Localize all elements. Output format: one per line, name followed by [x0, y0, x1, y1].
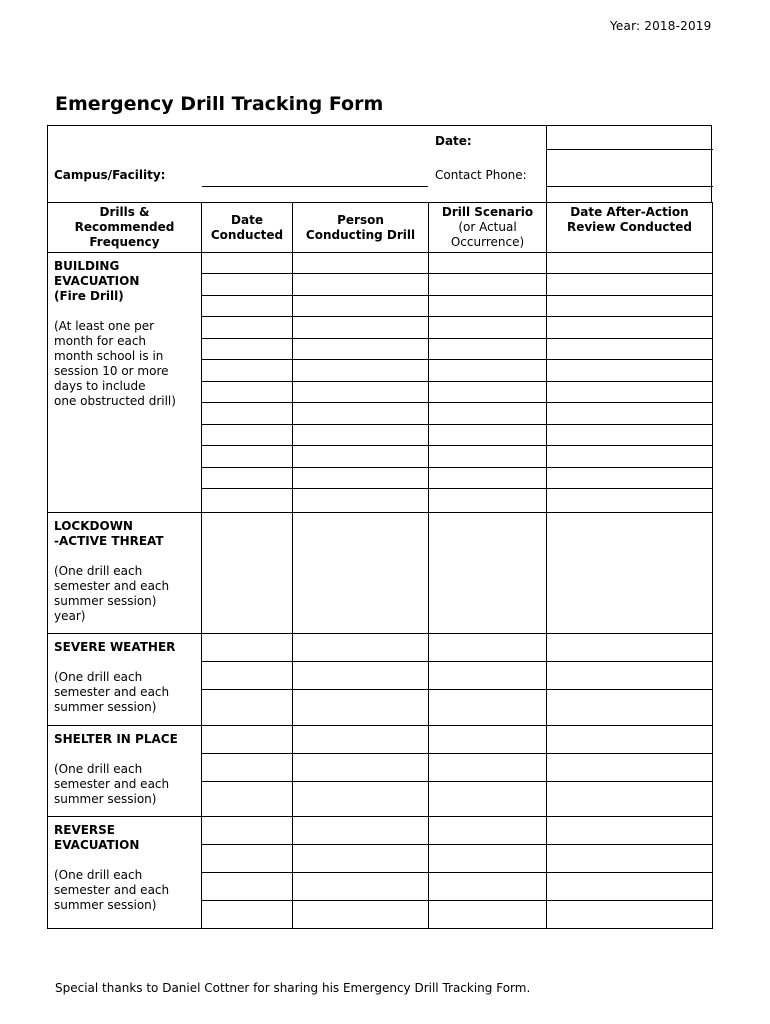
scenario-cell[interactable] — [429, 339, 547, 360]
date-cell[interactable] — [202, 690, 293, 726]
scenario-cell[interactable] — [429, 403, 547, 425]
page-title: Emergency Drill Tracking Form — [55, 93, 384, 115]
review-cell[interactable] — [547, 382, 713, 403]
header-date-conducted: Date Conducted — [202, 203, 293, 253]
campus-field[interactable] — [202, 186, 428, 187]
drill-frequency: (One drill each semester and each summer session) — [54, 868, 170, 912]
header-person: Person Conducting Drill — [293, 203, 429, 253]
campus-label: Campus/Facility: — [54, 168, 166, 182]
review-cell[interactable] — [547, 634, 713, 662]
date-cell[interactable] — [202, 662, 293, 690]
table-row — [48, 726, 713, 754]
person-cell[interactable] — [293, 296, 429, 317]
phone-field[interactable] — [547, 186, 713, 187]
drill-title: REVERSE EVACUATION — [54, 823, 140, 852]
date-field[interactable] — [547, 149, 713, 150]
scenario-cell[interactable] — [429, 317, 547, 339]
review-cell[interactable] — [547, 425, 713, 446]
drill-label-reverse-evacuation — [48, 817, 202, 929]
drill-title: SHELTER IN PLACE — [54, 732, 178, 746]
header-review: Date After-Action Review Conducted — [547, 203, 713, 253]
person-cell[interactable] — [293, 901, 429, 929]
review-cell[interactable] — [547, 726, 713, 754]
date-cell[interactable] — [202, 360, 293, 382]
info-divider — [546, 126, 547, 203]
drill-table — [47, 202, 713, 929]
drill-frequency: (One drill each semester and each summer session) — [54, 762, 170, 806]
date-cell[interactable] — [202, 274, 293, 296]
person-cell[interactable] — [293, 489, 429, 513]
date-cell[interactable] — [202, 873, 293, 901]
scenario-cell[interactable] — [429, 274, 547, 296]
scenario-cell[interactable] — [429, 382, 547, 403]
review-cell[interactable] — [547, 317, 713, 339]
review-cell[interactable] — [547, 662, 713, 690]
person-cell[interactable] — [293, 468, 429, 489]
table-row — [48, 253, 713, 274]
review-cell[interactable] — [547, 253, 713, 274]
date-cell[interactable] — [202, 782, 293, 817]
review-cell[interactable] — [547, 754, 713, 782]
drill-title: LOCKDOWN -ACTIVE THREAT — [54, 519, 164, 548]
date-cell[interactable] — [202, 446, 293, 468]
footer-note: Special thanks to Daniel Cottner for sharing his Emergency Drill Tracking Form. — [55, 981, 531, 995]
drill-label-lockdown — [48, 513, 202, 634]
table-row — [48, 634, 713, 662]
person-cell[interactable] — [293, 513, 429, 634]
person-cell[interactable] — [293, 845, 429, 873]
person-cell[interactable] — [293, 274, 429, 296]
date-cell[interactable] — [202, 296, 293, 317]
scenario-cell[interactable] — [429, 873, 547, 901]
person-cell[interactable] — [293, 382, 429, 403]
review-cell[interactable] — [547, 489, 713, 513]
scenario-cell[interactable] — [429, 253, 547, 274]
scenario-cell[interactable] — [429, 468, 547, 489]
review-cell[interactable] — [547, 782, 713, 817]
review-cell[interactable] — [547, 690, 713, 726]
person-cell[interactable] — [293, 339, 429, 360]
table-row — [48, 513, 713, 634]
review-cell[interactable] — [547, 296, 713, 317]
person-cell[interactable] — [293, 360, 429, 382]
person-cell[interactable] — [293, 317, 429, 339]
drill-frequency: (One drill each semester and each summer session) year) — [54, 564, 170, 623]
date-cell[interactable] — [202, 817, 293, 845]
person-cell[interactable] — [293, 726, 429, 754]
scenario-cell[interactable] — [429, 446, 547, 468]
person-cell[interactable] — [293, 873, 429, 901]
drill-frequency: (At least one per month for each month school is in session 10 or more days to include one obstructed drill) — [54, 319, 176, 408]
date-cell[interactable] — [202, 489, 293, 513]
header-row — [48, 203, 713, 253]
date-cell[interactable] — [202, 425, 293, 446]
scenario-cell[interactable] — [429, 296, 547, 317]
scenario-cell[interactable] — [429, 726, 547, 754]
scenario-cell[interactable] — [429, 513, 547, 634]
scenario-cell[interactable] — [429, 901, 547, 929]
header-drills: Drills & Recommended Frequency — [48, 203, 202, 253]
drill-frequency: (One drill each semester and each summer session) — [54, 670, 170, 714]
drill-title: SEVERE WEATHER — [54, 640, 176, 654]
review-cell[interactable] — [547, 513, 713, 634]
date-cell[interactable] — [202, 726, 293, 754]
date-cell[interactable] — [202, 382, 293, 403]
scenario-cell[interactable] — [429, 425, 547, 446]
review-cell[interactable] — [547, 817, 713, 845]
drill-label-building-evacuation — [48, 253, 202, 513]
drill-label-shelter-in-place — [48, 726, 202, 817]
review-cell[interactable] — [547, 468, 713, 489]
date-cell[interactable] — [202, 468, 293, 489]
review-cell[interactable] — [547, 360, 713, 382]
date-cell[interactable] — [202, 845, 293, 873]
person-cell[interactable] — [293, 782, 429, 817]
scenario-cell[interactable] — [429, 690, 547, 726]
date-cell[interactable] — [202, 634, 293, 662]
date-cell[interactable] — [202, 513, 293, 634]
review-cell[interactable] — [547, 274, 713, 296]
person-cell[interactable] — [293, 403, 429, 425]
date-label: Date: — [435, 134, 472, 148]
drill-title: BUILDING EVACUATION (Fire Drill) — [54, 259, 140, 303]
year-label: Year: 2018-2019 — [610, 19, 712, 33]
person-cell[interactable] — [293, 690, 429, 726]
review-cell[interactable] — [547, 403, 713, 425]
review-cell[interactable] — [547, 901, 713, 929]
person-cell[interactable] — [293, 662, 429, 690]
person-cell[interactable] — [293, 446, 429, 468]
review-cell[interactable] — [547, 845, 713, 873]
scenario-cell[interactable] — [429, 662, 547, 690]
review-cell[interactable] — [547, 873, 713, 901]
person-cell[interactable] — [293, 754, 429, 782]
date-cell[interactable] — [202, 317, 293, 339]
date-cell[interactable] — [202, 901, 293, 929]
person-cell[interactable] — [293, 425, 429, 446]
scenario-cell[interactable] — [429, 489, 547, 513]
date-cell[interactable] — [202, 403, 293, 425]
scenario-cell[interactable] — [429, 782, 547, 817]
scenario-cell[interactable] — [429, 634, 547, 662]
table-row — [48, 817, 713, 845]
header-scenario: Drill Scenario (or Actual Occurrence) — [429, 203, 547, 253]
date-cell[interactable] — [202, 253, 293, 274]
review-cell[interactable] — [547, 339, 713, 360]
person-cell[interactable] — [293, 817, 429, 845]
person-cell[interactable] — [293, 253, 429, 274]
scenario-cell[interactable] — [429, 845, 547, 873]
phone-label: Contact Phone: — [435, 168, 527, 182]
scenario-cell[interactable] — [429, 817, 547, 845]
person-cell[interactable] — [293, 634, 429, 662]
info-section — [47, 125, 712, 202]
scenario-cell[interactable] — [429, 360, 547, 382]
scenario-cell[interactable] — [429, 754, 547, 782]
drill-label-severe-weather — [48, 634, 202, 726]
date-cell[interactable] — [202, 339, 293, 360]
date-cell[interactable] — [202, 754, 293, 782]
review-cell[interactable] — [547, 446, 713, 468]
